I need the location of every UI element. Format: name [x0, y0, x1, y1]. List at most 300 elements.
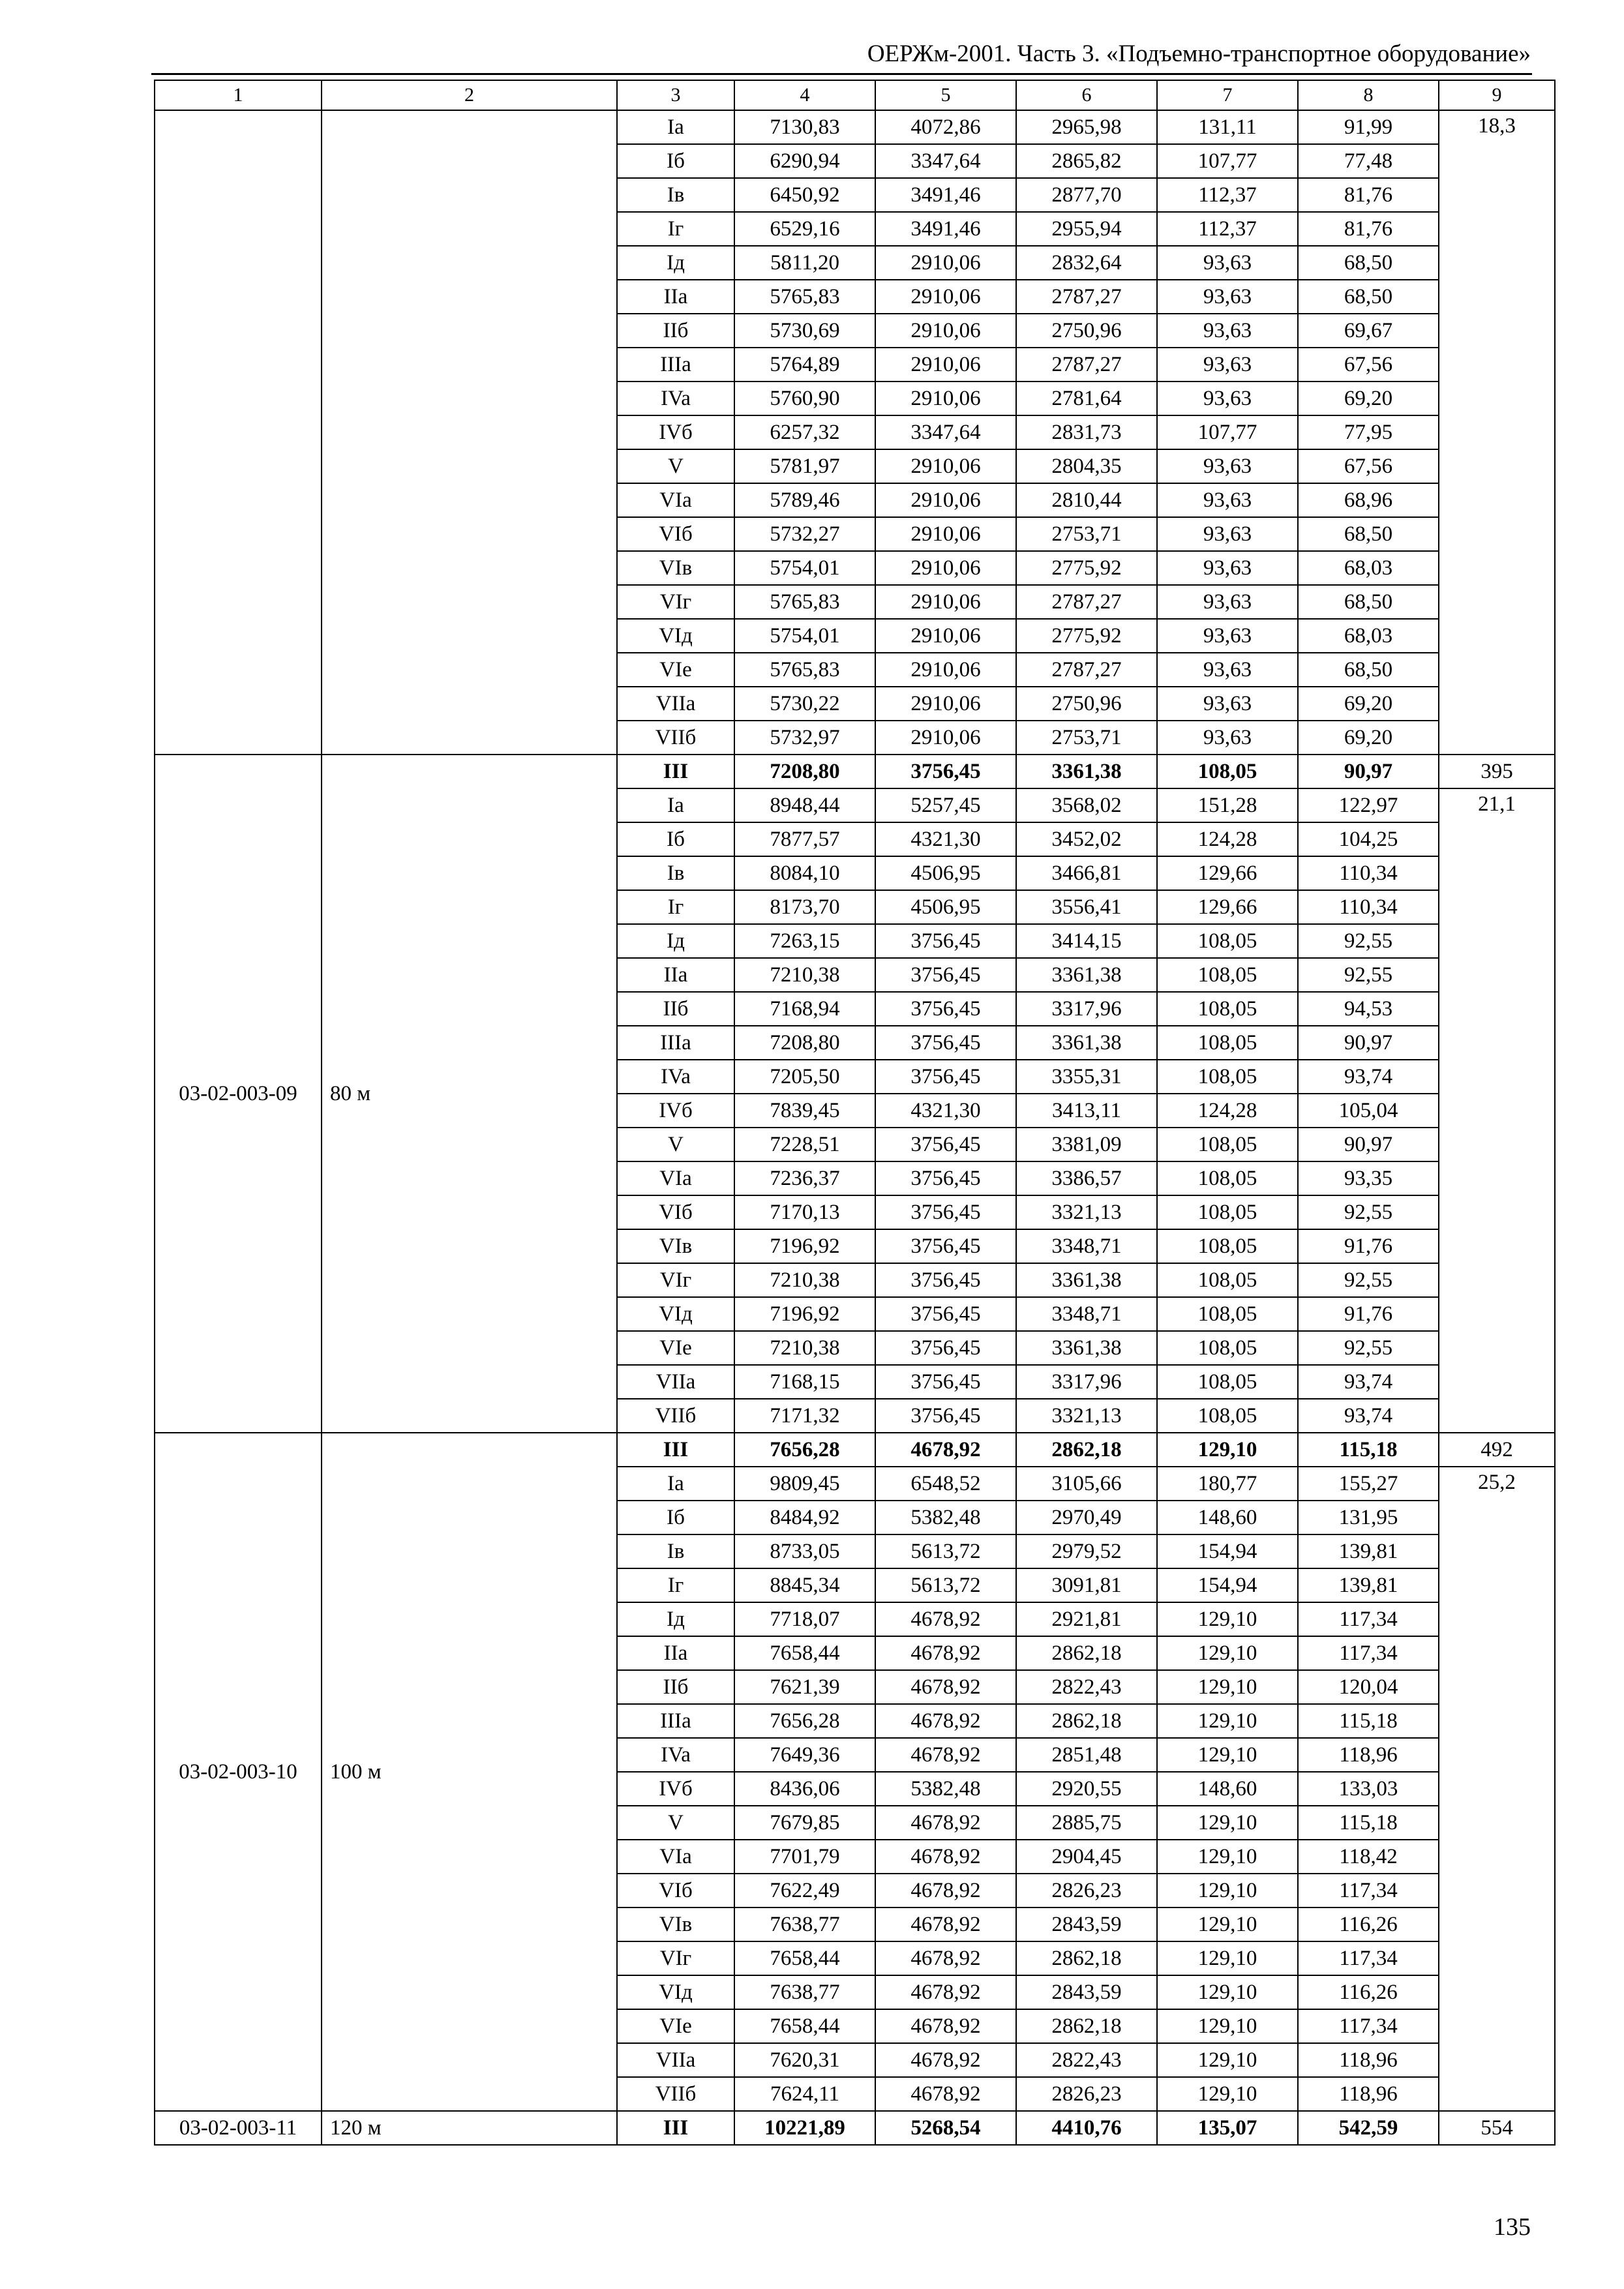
value-cell-col8: 117,34 — [1298, 1602, 1439, 1636]
value-cell-col8: 92,55 — [1298, 1195, 1439, 1229]
column-number: 9 — [1439, 80, 1555, 110]
value-cell-col5: 3756,45 — [875, 992, 1016, 1026]
value-cell-col5: 2910,06 — [875, 653, 1016, 687]
group-cell: VIб — [617, 517, 734, 551]
value-cell-col8: 69,20 — [1298, 721, 1439, 755]
value-cell-col6: 2862,18 — [1016, 2009, 1157, 2043]
value-cell-col6: 2885,75 — [1016, 1806, 1157, 1840]
value-cell-col8: 68,50 — [1298, 653, 1439, 687]
norm-cell-col9: 395 — [1439, 755, 1555, 788]
value-cell-col8: 68,50 — [1298, 246, 1439, 280]
value-cell-col6: 2979,52 — [1016, 1534, 1157, 1568]
value-cell-col5: 3756,45 — [875, 1365, 1016, 1399]
value-cell-col4: 6290,94 — [734, 144, 875, 178]
value-cell-col6: 3568,02 — [1016, 788, 1157, 822]
value-cell-col5: 2910,06 — [875, 280, 1016, 314]
value-cell-col7: 129,10 — [1157, 1874, 1298, 1908]
value-cell-col8: 81,76 — [1298, 212, 1439, 246]
value-cell-col7: 93,63 — [1157, 280, 1298, 314]
value-cell-col7: 108,05 — [1157, 1060, 1298, 1094]
value-cell-col6: 3091,81 — [1016, 1568, 1157, 1602]
value-cell-col8: 68,50 — [1298, 280, 1439, 314]
code-cell: 03-02-003-10 — [155, 1433, 322, 2111]
group-cell: V — [617, 1806, 734, 1840]
norm-cell-col9: 554 — [1439, 2111, 1555, 2145]
value-cell-col5: 3756,45 — [875, 1195, 1016, 1229]
value-cell-col7: 108,05 — [1157, 1195, 1298, 1229]
value-cell-col4: 7620,31 — [734, 2043, 875, 2077]
value-cell-col5: 4678,92 — [875, 1908, 1016, 1941]
value-cell-col7: 112,37 — [1157, 212, 1298, 246]
group-cell: IIa — [617, 1636, 734, 1670]
value-cell-col4: 7130,83 — [734, 110, 875, 144]
column-number: 5 — [875, 80, 1016, 110]
value-cell-col8: 90,97 — [1298, 1128, 1439, 1161]
value-cell-col6: 2862,18 — [1016, 1704, 1157, 1738]
value-cell-col8: 118,96 — [1298, 1738, 1439, 1772]
value-cell-col4: 5754,01 — [734, 551, 875, 585]
value-cell-col7: 129,10 — [1157, 1602, 1298, 1636]
value-cell-col5: 3756,45 — [875, 1161, 1016, 1195]
column-number: 3 — [617, 80, 734, 110]
value-cell-col5: 2910,06 — [875, 246, 1016, 280]
value-cell-col5: 4678,92 — [875, 1941, 1016, 1975]
value-cell-col4: 7263,15 — [734, 924, 875, 958]
value-cell-col6: 2831,73 — [1016, 415, 1157, 449]
value-cell-col6: 2965,98 — [1016, 110, 1157, 144]
value-cell-col7: 93,63 — [1157, 687, 1298, 721]
value-cell-col6: 2970,49 — [1016, 1501, 1157, 1534]
value-cell-col7: 108,05 — [1157, 924, 1298, 958]
value-cell-col6: 3348,71 — [1016, 1297, 1157, 1331]
code-cell — [155, 110, 322, 755]
group-cell: VIв — [617, 551, 734, 585]
value-cell-col7: 129,10 — [1157, 1670, 1298, 1704]
group-cell: VIд — [617, 619, 734, 653]
value-cell-col5: 4678,92 — [875, 1840, 1016, 1874]
value-cell-col6: 2750,96 — [1016, 687, 1157, 721]
value-cell-col4: 7228,51 — [734, 1128, 875, 1161]
value-cell-col6: 2955,94 — [1016, 212, 1157, 246]
value-cell-col6: 2904,45 — [1016, 1840, 1157, 1874]
value-cell-col5: 4678,92 — [875, 2009, 1016, 2043]
group-cell: VIб — [617, 1195, 734, 1229]
value-cell-col6: 2826,23 — [1016, 1874, 1157, 1908]
group-cell: Ia — [617, 110, 734, 144]
value-cell-col5: 4678,92 — [875, 1738, 1016, 1772]
value-cell-col8: 117,34 — [1298, 1636, 1439, 1670]
value-cell-col4: 7210,38 — [734, 1263, 875, 1297]
value-cell-col7: 129,10 — [1157, 1738, 1298, 1772]
description-cell: 100 м — [322, 1433, 617, 2111]
value-cell-col4: 5732,27 — [734, 517, 875, 551]
value-cell-col5: 3491,46 — [875, 178, 1016, 212]
value-cell-col8: 115,18 — [1298, 1433, 1439, 1467]
value-cell-col4: 7622,49 — [734, 1874, 875, 1908]
column-number-row — [155, 80, 1555, 110]
table-row-summary — [155, 755, 1555, 788]
group-cell: IVa — [617, 382, 734, 415]
group-cell: Iб — [617, 144, 734, 178]
value-cell-col6: 3386,57 — [1016, 1161, 1157, 1195]
group-cell: V — [617, 449, 734, 483]
value-cell-col4: 7171,32 — [734, 1399, 875, 1433]
value-cell-col4: 7621,39 — [734, 1670, 875, 1704]
norm-cell-col9: 18,3 — [1439, 110, 1555, 755]
running-header: ОЕРЖм-2001. Часть 3. «Подъемно-транспортное оборудование» — [867, 40, 1531, 67]
value-cell-col8: 68,03 — [1298, 619, 1439, 653]
value-cell-col4: 5781,97 — [734, 449, 875, 483]
group-cell: VIe — [617, 653, 734, 687]
group-cell: Ia — [617, 1467, 734, 1501]
value-cell-col4: 8948,44 — [734, 788, 875, 822]
value-cell-col8: 118,42 — [1298, 1840, 1439, 1874]
norm-cell-col9: 25,2 — [1439, 1467, 1555, 2111]
value-cell-col7: 135,07 — [1157, 2111, 1298, 2145]
group-cell: Iд — [617, 246, 734, 280]
value-cell-col5: 3347,64 — [875, 144, 1016, 178]
value-cell-col8: 68,50 — [1298, 517, 1439, 551]
value-cell-col6: 3348,71 — [1016, 1229, 1157, 1263]
value-cell-col8: 139,81 — [1298, 1568, 1439, 1602]
group-cell: Iг — [617, 1568, 734, 1602]
group-cell: IIa — [617, 280, 734, 314]
column-number: 1 — [155, 80, 322, 110]
value-cell-col7: 129,10 — [1157, 2077, 1298, 2111]
value-cell-col6: 3317,96 — [1016, 992, 1157, 1026]
value-cell-col5: 4678,92 — [875, 2077, 1016, 2111]
value-cell-col8: 81,76 — [1298, 178, 1439, 212]
value-cell-col8: 115,18 — [1298, 1704, 1439, 1738]
value-cell-col5: 3756,45 — [875, 755, 1016, 788]
group-cell: IIб — [617, 1670, 734, 1704]
group-cell: III — [617, 755, 734, 788]
column-number: 7 — [1157, 80, 1298, 110]
value-cell-col8: 110,34 — [1298, 890, 1439, 924]
group-cell: IVa — [617, 1060, 734, 1094]
value-cell-col7: 108,05 — [1157, 1026, 1298, 1060]
value-cell-col5: 3756,45 — [875, 924, 1016, 958]
value-cell-col8: 117,34 — [1298, 1874, 1439, 1908]
value-cell-col5: 4678,92 — [875, 1806, 1016, 1840]
value-cell-col8: 104,25 — [1298, 822, 1439, 856]
value-cell-col5: 3491,46 — [875, 212, 1016, 246]
group-cell: IVб — [617, 415, 734, 449]
group-cell: IVб — [617, 1772, 734, 1806]
value-cell-col4: 7208,80 — [734, 1026, 875, 1060]
value-cell-col7: 93,63 — [1157, 653, 1298, 687]
group-cell: VIIa — [617, 1365, 734, 1399]
column-number: 2 — [322, 80, 617, 110]
value-cell-col4: 7839,45 — [734, 1094, 875, 1128]
value-cell-col5: 3756,45 — [875, 1263, 1016, 1297]
value-cell-col4: 9809,45 — [734, 1467, 875, 1501]
group-cell: Iб — [617, 1501, 734, 1534]
page-number: 135 — [1494, 2213, 1531, 2241]
value-cell-col4: 7658,44 — [734, 1636, 875, 1670]
table-body — [155, 80, 1555, 2145]
value-cell-col7: 108,05 — [1157, 1128, 1298, 1161]
value-cell-col8: 91,76 — [1298, 1297, 1439, 1331]
value-cell-col6: 2832,64 — [1016, 246, 1157, 280]
value-cell-col5: 3756,45 — [875, 1331, 1016, 1365]
value-cell-col8: 90,97 — [1298, 755, 1439, 788]
table-row-summary — [155, 1433, 1555, 1467]
value-cell-col5: 2910,06 — [875, 449, 1016, 483]
value-cell-col4: 7638,77 — [734, 1975, 875, 2009]
value-cell-col6: 2775,92 — [1016, 619, 1157, 653]
group-cell: Iг — [617, 890, 734, 924]
value-cell-col4: 7649,36 — [734, 1738, 875, 1772]
value-cell-col8: 69,20 — [1298, 382, 1439, 415]
value-cell-col6: 2787,27 — [1016, 348, 1157, 382]
group-cell: III — [617, 2111, 734, 2145]
value-cell-col6: 2822,43 — [1016, 2043, 1157, 2077]
value-cell-col6: 3355,31 — [1016, 1060, 1157, 1094]
value-cell-col6: 2920,55 — [1016, 1772, 1157, 1806]
value-cell-col8: 110,34 — [1298, 856, 1439, 890]
value-cell-col7: 129,10 — [1157, 1636, 1298, 1670]
value-cell-col8: 68,03 — [1298, 551, 1439, 585]
value-cell-col6: 3466,81 — [1016, 856, 1157, 890]
value-cell-col7: 93,63 — [1157, 517, 1298, 551]
group-cell: Iв — [617, 856, 734, 890]
value-cell-col4: 7210,38 — [734, 958, 875, 992]
value-cell-col6: 2851,48 — [1016, 1738, 1157, 1772]
value-cell-col5: 2910,06 — [875, 517, 1016, 551]
value-cell-col5: 4678,92 — [875, 1670, 1016, 1704]
code-cell: 03-02-003-09 — [155, 755, 322, 1433]
value-cell-col8: 116,26 — [1298, 1908, 1439, 1941]
group-cell: VIв — [617, 1908, 734, 1941]
value-cell-col5: 4678,92 — [875, 2043, 1016, 2077]
value-cell-col4: 5730,69 — [734, 314, 875, 348]
value-cell-col5: 3756,45 — [875, 1128, 1016, 1161]
value-cell-col8: 133,03 — [1298, 1772, 1439, 1806]
value-cell-col5: 3756,45 — [875, 958, 1016, 992]
value-cell-col6: 3321,13 — [1016, 1399, 1157, 1433]
value-cell-col7: 93,63 — [1157, 721, 1298, 755]
value-cell-col4: 5732,97 — [734, 721, 875, 755]
value-cell-col6: 3321,13 — [1016, 1195, 1157, 1229]
value-cell-col4: 6450,92 — [734, 178, 875, 212]
value-cell-col6: 2787,27 — [1016, 585, 1157, 619]
value-cell-col5: 5382,48 — [875, 1501, 1016, 1534]
group-cell: VIд — [617, 1975, 734, 2009]
value-cell-col8: 93,74 — [1298, 1365, 1439, 1399]
value-cell-col4: 7205,50 — [734, 1060, 875, 1094]
value-cell-col8: 542,59 — [1298, 2111, 1439, 2145]
value-cell-col7: 180,77 — [1157, 1467, 1298, 1501]
value-cell-col5: 2910,06 — [875, 382, 1016, 415]
value-cell-col6: 3361,38 — [1016, 755, 1157, 788]
value-cell-col6: 3361,38 — [1016, 1026, 1157, 1060]
value-cell-col6: 3105,66 — [1016, 1467, 1157, 1501]
value-cell-col6: 2843,59 — [1016, 1908, 1157, 1941]
value-cell-col7: 154,94 — [1157, 1534, 1298, 1568]
group-cell: Iв — [617, 1534, 734, 1568]
value-cell-col4: 8084,10 — [734, 856, 875, 890]
value-cell-col5: 2910,06 — [875, 721, 1016, 755]
value-cell-col8: 69,67 — [1298, 314, 1439, 348]
value-cell-col6: 2753,71 — [1016, 721, 1157, 755]
value-cell-col4: 8436,06 — [734, 1772, 875, 1806]
value-cell-col4: 5760,90 — [734, 382, 875, 415]
group-cell: III — [617, 1433, 734, 1467]
value-cell-col6: 2822,43 — [1016, 1670, 1157, 1704]
value-cell-col5: 3756,45 — [875, 1229, 1016, 1263]
group-cell: VIб — [617, 1874, 734, 1908]
description-cell: 120 м — [322, 2111, 617, 2145]
value-cell-col7: 93,63 — [1157, 348, 1298, 382]
group-cell: Iд — [617, 924, 734, 958]
group-cell: IIб — [617, 992, 734, 1026]
value-cell-col4: 7638,77 — [734, 1908, 875, 1941]
value-cell-col5: 4506,95 — [875, 856, 1016, 890]
value-cell-col5: 2910,06 — [875, 585, 1016, 619]
column-number: 8 — [1298, 80, 1439, 110]
value-cell-col6: 2753,71 — [1016, 517, 1157, 551]
value-cell-col7: 151,28 — [1157, 788, 1298, 822]
value-cell-col6: 2787,27 — [1016, 653, 1157, 687]
group-cell: IVa — [617, 1738, 734, 1772]
value-cell-col4: 5765,83 — [734, 653, 875, 687]
value-cell-col4: 7656,28 — [734, 1704, 875, 1738]
value-cell-col8: 116,26 — [1298, 1975, 1439, 2009]
value-cell-col4: 7208,80 — [734, 755, 875, 788]
value-cell-col5: 4321,30 — [875, 1094, 1016, 1128]
value-cell-col7: 108,05 — [1157, 992, 1298, 1026]
group-cell: IIIa — [617, 1026, 734, 1060]
group-cell: VIa — [617, 483, 734, 517]
value-cell-col5: 2910,06 — [875, 551, 1016, 585]
value-cell-col7: 107,77 — [1157, 144, 1298, 178]
value-cell-col6: 3317,96 — [1016, 1365, 1157, 1399]
norm-cell-col9: 492 — [1439, 1433, 1555, 1467]
value-cell-col7: 93,63 — [1157, 551, 1298, 585]
value-cell-col4: 7170,13 — [734, 1195, 875, 1229]
value-cell-col8: 92,55 — [1298, 924, 1439, 958]
table-row-summary — [155, 2111, 1555, 2145]
value-cell-col5: 3756,45 — [875, 1026, 1016, 1060]
value-cell-col5: 4678,92 — [875, 1602, 1016, 1636]
column-number: 6 — [1016, 80, 1157, 110]
value-cell-col4: 8484,92 — [734, 1501, 875, 1534]
value-cell-col5: 4506,95 — [875, 890, 1016, 924]
value-cell-col5: 2910,06 — [875, 314, 1016, 348]
value-cell-col4: 7168,15 — [734, 1365, 875, 1399]
value-cell-col7: 129,10 — [1157, 1704, 1298, 1738]
value-cell-col8: 68,96 — [1298, 483, 1439, 517]
value-cell-col5: 2910,06 — [875, 348, 1016, 382]
value-cell-col6: 2750,96 — [1016, 314, 1157, 348]
value-cell-col6: 2787,27 — [1016, 280, 1157, 314]
header-rule — [151, 73, 1532, 75]
group-cell: IIIa — [617, 348, 734, 382]
norm-cell-col9: 21,1 — [1439, 788, 1555, 1433]
value-cell-col7: 129,10 — [1157, 1433, 1298, 1467]
group-cell: Iб — [617, 822, 734, 856]
value-cell-col6: 3361,38 — [1016, 958, 1157, 992]
value-cell-col8: 69,20 — [1298, 687, 1439, 721]
value-cell-col7: 108,05 — [1157, 1297, 1298, 1331]
group-cell: V — [617, 1128, 734, 1161]
value-cell-col8: 118,96 — [1298, 2077, 1439, 2111]
value-cell-col6: 4410,76 — [1016, 2111, 1157, 2145]
value-cell-col7: 93,63 — [1157, 585, 1298, 619]
value-cell-col8: 120,04 — [1298, 1670, 1439, 1704]
value-cell-col5: 3756,45 — [875, 1297, 1016, 1331]
value-cell-col4: 7210,38 — [734, 1331, 875, 1365]
value-cell-col6: 3381,09 — [1016, 1128, 1157, 1161]
group-cell: VIг — [617, 585, 734, 619]
group-cell: VIг — [617, 1941, 734, 1975]
value-cell-col5: 2910,06 — [875, 483, 1016, 517]
value-cell-col6: 2862,18 — [1016, 1636, 1157, 1670]
group-cell: IIб — [617, 314, 734, 348]
value-cell-col7: 124,28 — [1157, 822, 1298, 856]
group-cell: VIг — [617, 1263, 734, 1297]
group-cell: VIa — [617, 1161, 734, 1195]
value-cell-col7: 129,66 — [1157, 856, 1298, 890]
value-cell-col6: 3361,38 — [1016, 1331, 1157, 1365]
value-cell-col6: 3414,15 — [1016, 924, 1157, 958]
value-cell-col7: 108,05 — [1157, 1365, 1298, 1399]
value-cell-col7: 112,37 — [1157, 178, 1298, 212]
value-cell-col4: 7196,92 — [734, 1229, 875, 1263]
value-cell-col4: 7701,79 — [734, 1840, 875, 1874]
value-cell-col7: 93,63 — [1157, 382, 1298, 415]
value-cell-col4: 5730,22 — [734, 687, 875, 721]
value-cell-col6: 2865,82 — [1016, 144, 1157, 178]
value-cell-col4: 7679,85 — [734, 1806, 875, 1840]
value-cell-col4: 8845,34 — [734, 1568, 875, 1602]
value-cell-col7: 108,05 — [1157, 1161, 1298, 1195]
value-cell-col8: 93,35 — [1298, 1161, 1439, 1195]
value-cell-col7: 124,28 — [1157, 1094, 1298, 1128]
value-cell-col8: 90,97 — [1298, 1026, 1439, 1060]
value-cell-col5: 6548,52 — [875, 1467, 1016, 1501]
value-cell-col7: 129,10 — [1157, 1941, 1298, 1975]
table-row — [155, 110, 1555, 144]
value-cell-col4: 7236,37 — [734, 1161, 875, 1195]
value-cell-col4: 5811,20 — [734, 246, 875, 280]
value-cell-col8: 118,96 — [1298, 2043, 1439, 2077]
value-cell-col4: 7658,44 — [734, 1941, 875, 1975]
description-cell: 80 м — [322, 755, 617, 1433]
value-cell-col4: 5754,01 — [734, 619, 875, 653]
value-cell-col4: 5765,83 — [734, 280, 875, 314]
value-cell-col6: 2877,70 — [1016, 178, 1157, 212]
value-cell-col7: 93,63 — [1157, 314, 1298, 348]
group-cell: VIIa — [617, 687, 734, 721]
group-cell: Ia — [617, 788, 734, 822]
value-cell-col8: 139,81 — [1298, 1534, 1439, 1568]
value-cell-col6: 2843,59 — [1016, 1975, 1157, 2009]
value-cell-col4: 7196,92 — [734, 1297, 875, 1331]
value-cell-col7: 108,05 — [1157, 1263, 1298, 1297]
group-cell: Iв — [617, 178, 734, 212]
value-cell-col4: 8733,05 — [734, 1534, 875, 1568]
value-cell-col8: 93,74 — [1298, 1060, 1439, 1094]
value-cell-col7: 129,10 — [1157, 1975, 1298, 2009]
value-cell-col6: 2804,35 — [1016, 449, 1157, 483]
group-cell: VIa — [617, 1840, 734, 1874]
value-cell-col5: 4678,92 — [875, 1975, 1016, 2009]
value-cell-col8: 94,53 — [1298, 992, 1439, 1026]
value-cell-col4: 7718,07 — [734, 1602, 875, 1636]
value-cell-col5: 4678,92 — [875, 1433, 1016, 1467]
